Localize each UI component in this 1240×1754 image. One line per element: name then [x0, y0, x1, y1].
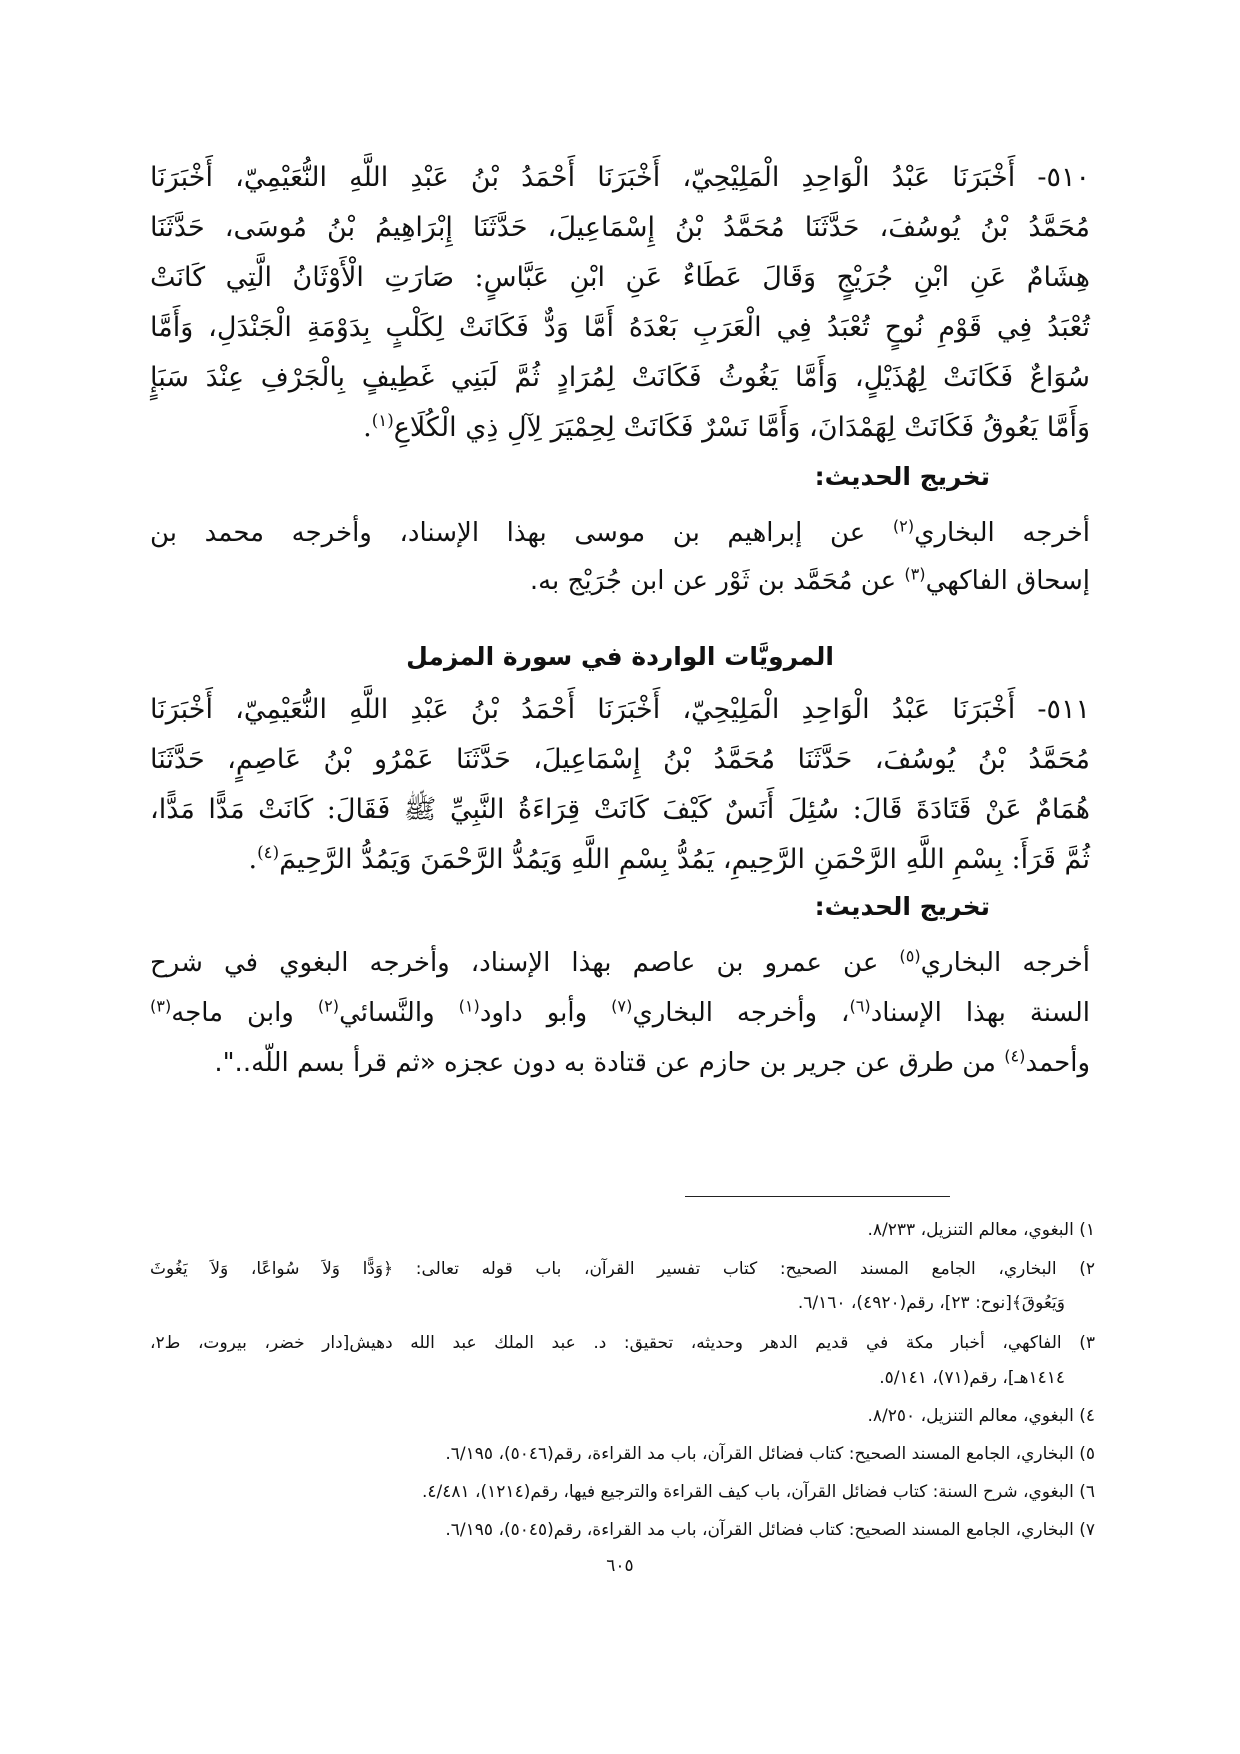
footnote-ref[interactable]: (٣) — [904, 564, 926, 584]
takhrij-1-line-2: إسحاق الفاكهي$^{(٣)}$ عن مُحَمَّد بن ثَوْر عن ابن جُرَيْج به. — [529, 564, 1090, 596]
hadith-510-line-1: ٥١٠- أَخْبَرَنَا عَبْدُ الْوَاحِدِ الْمَلِيْحِيّ، أَخْبَرَنَا أَحْمَدُ بْنُ عَبْدِ اللَّهِ النُّعَيْمِيّ، أَخْبَرَنَا — [150, 162, 1090, 193]
hadith-511-line-3: هُمَامٌ عَنْ قَتَادَةَ قَالَ: سُئِلَ أَنَسٌ كَيْفَ كَانَتْ قِرَاءَةُ النَّبِيِّ ﷺ فَقَالَ: كَانَتْ مَدًّا مَدًّا، — [150, 794, 1090, 825]
footnote-6: ٦) البغوي، شرح السنة: كتاب فضائل القرآن، باب كيف القراءة والترجيع فيها، رقم(١٢١٤)، ٤/٤٨١. — [421, 1482, 1095, 1502]
footnote-2: ٢) البخاري، الجامع المسند الصحيح: كتاب تفسير القرآن، باب قوله تعالى: ﴿وَدًّا وَلاَ سُواعًا، وَلاَ يَغُوثَ — [150, 1259, 1095, 1279]
footnote-2-cont: وَيَعُوقَ﴾[نوح: ٢٣]، رقم(٤٩٢٠)، ٦/١٦٠. — [797, 1293, 1065, 1313]
hadith-511-line-4: ثُمَّ قَرَأَ: بِسْمِ اللَّهِ الرَّحْمَنِ الرَّحِيمِ، يَمُدُّ بِسْمِ اللَّهِ وَيَمُدُّ الرَّحْمَنَ وَيَمُدُّ الرَّحِيمَ$^{(٤)}$. — [248, 842, 1090, 875]
takhrij-2-line-3: وأحمد$^{(٤)}$ من طرق عن جرير بن حازم عن قتادة به دون عجزه «ثم قرأ بسم اللّه..". — [214, 1046, 1090, 1078]
footnote-ref[interactable]: (٤) — [1004, 1046, 1026, 1066]
hadith-510-line-2: مُحَمَّدُ بْنُ يُوسُفَ، حَدَّثَنَا مُحَمَّدُ بْنُ إِسْمَاعِيلَ، حَدَّثَنَا إِبْرَاهِيمُ بْنُ مُوسَى، حَدَّثَنَا — [150, 212, 1090, 243]
hadith-511-line-1: ٥١١- أَخْبَرَنَا عَبْدُ الْوَاحِدِ الْمَلِيْحِيّ، أَخْبَرَنَا أَحْمَدُ بْنُ عَبْدِ اللَّهِ النُّعَيْمِيّ، أَخْبَرَنَا — [150, 694, 1090, 725]
takhrij-1-line-1: أخرجه البخاري$^{(٢)}$ عن إبراهيم بن موسى بهذا الإسناد، وأخرجه محمد بن — [150, 516, 1090, 548]
hadith-511-line-2: مُحَمَّدُ بْنُ يُوسُفَ، حَدَّثَنَا مُحَمَّدُ بْنُ إِسْمَاعِيلَ، حَدَّثَنَا عَمْرُو بْنُ عَاصِمٍ، حَدَّثَنَا — [150, 744, 1090, 775]
footnote-ref[interactable]: (٦) — [849, 996, 871, 1016]
section-title: المرويَّات الواردة في سورة المزمل — [406, 642, 834, 671]
hadith-510-line-6: وَأَمَّا يَعُوقُ فَكَانَتْ لِهَمْدَانَ، وَأَمَّا نَسْرٌ فَكَانَتْ لِحِمْيَرَ لِآلِ ذِي الْكُلَاعِ$^{(١)}$. — [363, 410, 1090, 443]
footnote-ref[interactable]: (٤) — [257, 842, 280, 862]
page-number: ٦٠٥ — [606, 1556, 634, 1576]
footnote-ref[interactable]: (٢) — [317, 996, 340, 1016]
footnote-3-cont: ١٤١٤هـ]، رقم(٧١)، ٥/١٤١. — [879, 1368, 1065, 1388]
footnote-ref[interactable]: (٢) — [892, 516, 915, 536]
hadith-510-line-5: سُوَاعٌ فَكَانَتْ لِهُذَيْلٍ، وَأَمَّا يَغُوثُ فَكَانَتْ لِمُرَادٍ ثُمَّ لَبَنِي غَطِيفٍ بِالْجَرْفِ عِنْدَ سَبَإٍ — [150, 362, 1090, 393]
hadith-510-last-text: وَأَمَّا يَعُوقُ فَكَانَتْ لِهَمْدَانَ، وَأَمَّا نَسْرٌ فَكَانَتْ لِحِمْيَرَ لِآلِ ذِي الْكُلَاعِ — [393, 412, 1090, 443]
footnote-ref[interactable]: (١) — [371, 410, 394, 430]
footnote-separator — [685, 1196, 950, 1197]
footnote-ref[interactable]: (٧) — [611, 996, 633, 1016]
footnote-5: ٥) البخاري، الجامع المسند الصحيح: كتاب فضائل القرآن، باب مد القراءة، رقم(٥٠٤٦)، ٦/١٩٥. — [445, 1444, 1095, 1464]
footnote-3: ٣) الفاكهي، أخبار مكة في قديم الدهر وحديثه، تحقيق: د. عبد الملك عبد الله دهيش[دار خضر، بيروت، ط٢، — [150, 1333, 1095, 1353]
footnote-1: ١) البغوي، معالم التنزيل، ٨/٢٣٣. — [867, 1220, 1095, 1240]
footnote-ref[interactable]: (٣) — [150, 996, 172, 1016]
footnote-4: ٤) البغوي، معالم التنزيل، ٨/٢٥٠. — [867, 1406, 1095, 1426]
footnote-ref[interactable]: (٥) — [899, 946, 921, 966]
takhrij-heading-1: تخريج الحديث: — [814, 462, 990, 491]
takhrij-2-line-1: أخرجه البخاري$^{(٥)}$ عن عمرو بن عاصم بهذا الإسناد، وأخرجه البغوي في شرح — [150, 946, 1090, 978]
hadith-510-line-4: تُعْبَدُ فِي قَوْمِ نُوحٍ تُعْبَدُ فِي الْعَرَبِ بَعْدَهُ أَمَّا وَدٌّ فَكَانَتْ لِكَلْبٍ بِدَوْمَةِ الْجَنْدَلِ، وَأَمَّا — [150, 312, 1090, 343]
takhrij-heading-2: تخريج الحديث: — [814, 892, 990, 921]
takhrij-2-line-2: السنة بهذا الإسناد$^{(٦)}$، وأخرجه البخاري$^{(٧)}$ وأبو داود$^{(١)}$ والنَّسائي$^{(٢)}$ وابن ماجه$^{(٣)}$ — [150, 996, 1090, 1028]
footnote-7: ٧) البخاري، الجامع المسند الصحيح: كتاب فضائل القرآن، باب مد القراءة، رقم(٥٠٤٥)، ٦/١٩٥. — [445, 1520, 1095, 1540]
hadith-510-line-3: هِشَامٌ عَنِ ابْنِ جُرَيْجٍ وَقَالَ عَطَاءٌ عَنِ ابْنِ عَبَّاسٍ: صَارَتِ الْأَوْثَانُ الَّتِي كَانَتْ — [150, 262, 1090, 293]
footnote-ref[interactable]: (١) — [458, 996, 480, 1016]
